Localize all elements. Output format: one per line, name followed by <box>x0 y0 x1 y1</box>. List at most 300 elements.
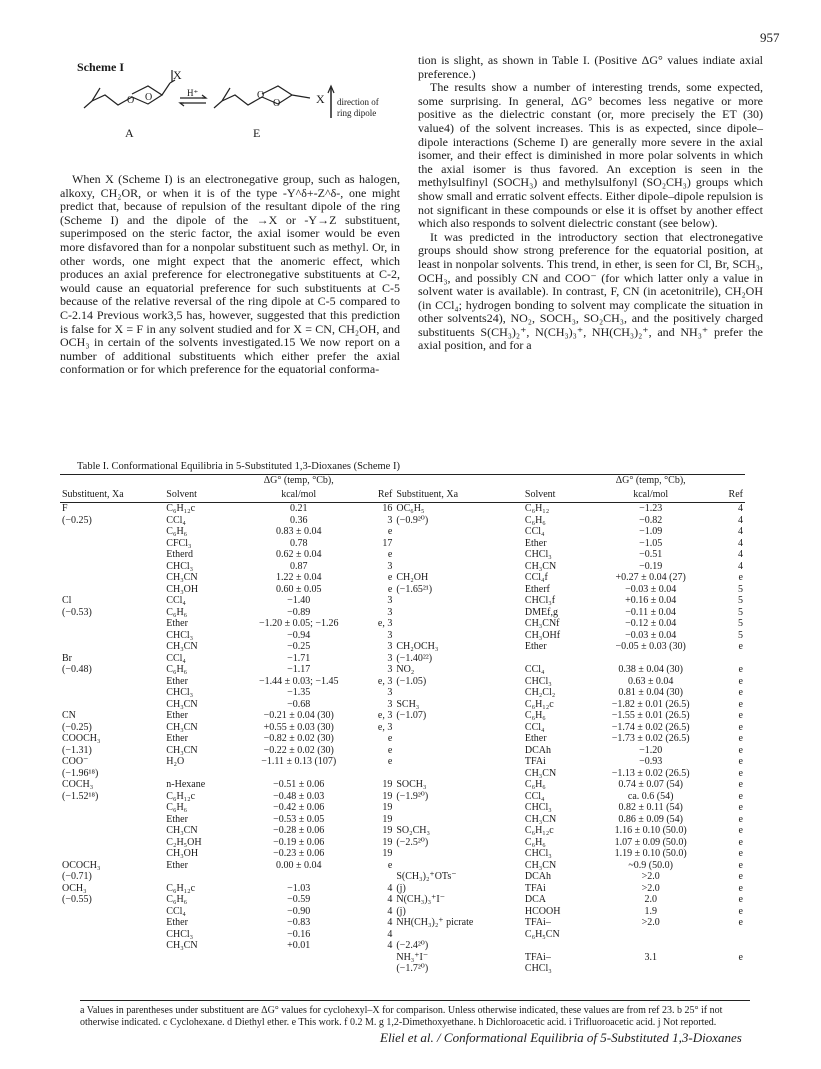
left-solvent-cell: CCl₄ <box>166 514 186 526</box>
left-ref-cell <box>365 952 394 964</box>
right-delta-g-cell: −1.23 <box>639 503 663 514</box>
right-delta-g-cell: >2.0 <box>641 871 660 882</box>
left-substituent-cell <box>60 940 164 952</box>
table-row <box>60 814 745 826</box>
left-delta-g-cell: 0.87 <box>289 560 308 572</box>
right-delta-g-cell: −1.55 ± 0.01 (26.5) <box>611 710 690 721</box>
left-ref-cell <box>365 768 394 780</box>
left-substituent-cell <box>60 630 164 642</box>
right-substituent-cell <box>394 595 523 607</box>
right-ref-cell: e <box>738 733 743 744</box>
header-ref-left: Ref <box>377 488 393 500</box>
right-ref-cell <box>716 940 745 952</box>
left-solvent-cell: C₆H₆ <box>166 606 188 618</box>
left-substituent-cell <box>60 952 164 964</box>
left-delta-g-cell <box>232 963 365 975</box>
right-substituent-cell: (−0.9²⁰) <box>396 514 429 526</box>
left-solvent-cell: CH₃CN <box>166 940 198 951</box>
left-delta-g-cell: −0.23 ± 0.06 <box>273 848 325 859</box>
right-ref-cell: e <box>738 675 743 687</box>
table-header-row-1 <box>60 475 745 489</box>
right-ref-cell: e <box>738 871 743 882</box>
left-solvent-cell <box>164 963 232 975</box>
right-ref-cell: 4 <box>738 560 743 572</box>
right-paragraph-1: tion is slight, as shown in Table I. (Positive ΔG° values indiate axial preference.) <box>418 53 763 81</box>
right-delta-g-cell: −0.19 <box>639 560 663 572</box>
left-substituent-cell <box>60 802 164 814</box>
right-solvent-cell: CHCl₃ <box>524 675 552 687</box>
left-solvent-cell: n-Hexane <box>166 779 206 790</box>
right-solvent-cell: CCl₄f <box>524 572 548 583</box>
right-ref-cell: 5 <box>738 606 743 618</box>
left-solvent-cell: Ether <box>166 618 188 629</box>
left-delta-g-cell: 1.22 ± 0.04 <box>275 572 322 583</box>
left-ref-cell: e <box>387 572 393 583</box>
left-delta-g-cell: 0.21 <box>289 503 308 514</box>
scheme-label-e: E <box>253 126 261 140</box>
right-delta-g-cell: 0.38 ± 0.04 (30) <box>618 664 684 675</box>
left-substituent-cell: (−0.71) <box>62 871 92 882</box>
header-solvent-right: Solvent <box>524 488 556 500</box>
left-substituent-cell <box>60 917 164 929</box>
footnote-text: a Values in parentheses under substituent are ΔG° values for cyclohexyl–X for comparison. Unless otherwise indicated, these values are from ref 23. b 25° if not otherwise indicated. c Cyclohexane. d Diethyl ether. e This work. f 0.2 M. g 1,2-Dimethoxyethane. h Dichloroacetic acid. i Trifluoroacetic acid. j Not reported. <box>80 1005 723 1028</box>
table-row <box>60 664 745 676</box>
right-solvent-cell <box>523 940 586 952</box>
left-solvent-cell: CH₃CN <box>166 825 198 836</box>
right-solvent-cell: Ether <box>524 733 547 744</box>
right-ref-cell: e <box>738 917 743 928</box>
right-substituent-cell: (j) <box>396 882 406 894</box>
right-solvent-cell: C₆H₁₂ <box>524 503 550 514</box>
header-substituent-left: Substituent, Xa <box>62 488 124 500</box>
left-delta-g-cell: 0.60 ± 0.05 <box>275 583 322 595</box>
right-solvent-cell: HCOOH <box>524 905 561 917</box>
right-solvent-cell: Ether <box>524 641 547 652</box>
left-delta-g-cell: 0.00 ± 0.04 <box>275 859 322 871</box>
right-solvent-cell: C₆H₆ <box>524 710 546 721</box>
left-ref-cell: e, 3 <box>377 618 393 629</box>
right-solvent-cell: Etherf <box>524 583 550 595</box>
ring-a-methyl-2 <box>84 101 92 108</box>
right-solvent-cell: C₆H₆ <box>524 836 546 848</box>
left-ref-cell: e <box>387 583 393 595</box>
table-row <box>60 653 745 665</box>
left-solvent-cell: CH₃CN <box>166 721 198 733</box>
table-row <box>60 607 745 619</box>
right-delta-g-cell: 0.63 ± 0.04 <box>627 675 674 687</box>
left-delta-g-cell: −1.03 <box>287 882 311 894</box>
left-delta-g-cell: −1.44 ± 0.03; −1.45 <box>258 675 339 687</box>
table-row <box>60 710 745 722</box>
right-delta-g-cell: 1.07 ± 0.09 (50.0) <box>614 836 687 848</box>
right-substituent-cell: NH(CH₃)₂⁺ picrate <box>396 917 474 928</box>
table-row <box>60 837 745 849</box>
left-ref-cell: e <box>387 744 393 756</box>
right-solvent-cell: C₆H₁₂c <box>524 698 554 710</box>
table-row <box>60 906 745 918</box>
right-substituent-cell: CH₂OCH₃ <box>396 641 439 652</box>
scheme-label-a: A <box>125 126 134 140</box>
right-solvent-cell: C₆H₆ <box>524 779 546 790</box>
left-solvent-cell: CCl₄ <box>166 652 186 664</box>
right-solvent-cell: CH₃CNf <box>524 618 560 629</box>
left-substituent-cell <box>60 618 164 630</box>
right-substituent-cell <box>394 745 523 757</box>
right-ref-cell: e <box>738 905 743 917</box>
table-row <box>60 768 745 780</box>
table-row <box>60 963 745 975</box>
right-solvent-cell: C₆H₁₂c <box>524 825 554 836</box>
left-delta-g-cell: −0.68 <box>287 698 311 710</box>
table-row <box>60 733 745 745</box>
right-delta-g-cell: 0.81 ± 0.04 (30) <box>618 687 684 698</box>
ring-a-oxygen-2: O <box>127 95 135 106</box>
right-solvent-cell: DCA <box>524 894 547 905</box>
right-substituent-cell: CH₂OH <box>396 572 429 583</box>
right-substituent-cell <box>394 618 523 630</box>
left-ref-cell: e, 3 <box>377 710 393 721</box>
right-substituent-cell: SCH₃ <box>396 698 420 710</box>
right-substituent-cell: (−1.05) <box>396 675 427 687</box>
right-solvent-cell: TFAi– <box>524 917 551 928</box>
scheme-arrow-note-1: direction of <box>337 97 379 107</box>
left-ref-cell: 4 <box>387 928 393 940</box>
left-substituent-cell: COCH₃ <box>62 779 94 790</box>
right-solvent-cell: CH₃CN <box>524 859 557 871</box>
left-ref-cell: e <box>387 859 393 871</box>
left-delta-g-cell: +0.01 <box>287 940 311 951</box>
left-substituent-cell <box>60 814 164 826</box>
left-substituent-cell <box>60 963 164 975</box>
right-ref-cell: e <box>738 721 743 733</box>
right-substituent-cell: (−2.5²⁰) <box>396 836 429 848</box>
table-row <box>60 929 745 941</box>
right-delta-g-cell: 1.9 <box>644 905 657 917</box>
right-ref-cell: e <box>738 687 743 698</box>
right-substituent-cell <box>394 538 523 550</box>
left-column <box>60 173 400 377</box>
left-delta-g-cell: −1.71 <box>287 652 311 664</box>
right-solvent-cell <box>523 653 586 665</box>
table-row <box>60 883 745 895</box>
left-ref-cell: 4 <box>387 917 393 928</box>
left-ref-cell: 19 <box>382 848 393 859</box>
left-solvent-cell: C₆H₁₂c <box>166 503 196 514</box>
right-delta-g-cell: −1.20 <box>639 744 663 756</box>
table-row <box>60 584 745 596</box>
table-row <box>60 572 745 584</box>
table-row <box>60 503 745 515</box>
right-solvent-cell: DMEf,g <box>524 606 558 618</box>
left-delta-g-cell: −0.89 <box>287 606 311 618</box>
left-delta-g-cell: 0.78 <box>289 537 308 549</box>
right-delta-g-cell: 2.0 <box>644 894 657 905</box>
right-delta-g-cell <box>586 963 716 975</box>
left-substituent-cell: F <box>62 503 68 514</box>
table-row <box>60 515 745 527</box>
eq-arrowhead-forward <box>202 95 206 98</box>
header-solvent-left: Solvent <box>166 488 197 500</box>
table-row <box>60 641 745 653</box>
right-ref-cell: 4 <box>738 503 743 514</box>
table-row <box>60 848 745 860</box>
table-row <box>60 561 745 573</box>
right-delta-g-cell: 0.74 ± 0.07 (54) <box>618 779 684 790</box>
right-delta-g-cell: −0.05 ± 0.03 (30) <box>615 641 686 652</box>
ring-e-oxygen-2: O <box>273 98 281 109</box>
left-ref-cell: 16 <box>382 503 393 514</box>
left-solvent-cell: C₆H₆ <box>166 526 188 537</box>
right-solvent-cell: CH₃OHf <box>524 629 561 641</box>
right-ref-cell: 5 <box>738 629 743 641</box>
right-delta-g-cell: 3.1 <box>644 951 657 963</box>
left-ref-cell: 19 <box>382 790 393 802</box>
left-substituent-cell: COO⁻ <box>62 756 89 767</box>
table-row <box>60 687 745 699</box>
left-delta-g-cell: −1.20 ± 0.05; −1.26 <box>258 618 339 629</box>
table-row <box>60 745 745 757</box>
left-solvent-cell: CH₃CN <box>166 698 198 710</box>
left-delta-g-cell: −0.28 ± 0.06 <box>273 825 325 836</box>
right-delta-g-cell: −1.73 ± 0.02 (26.5) <box>611 733 690 744</box>
right-delta-g-cell: −0.12 ± 0.04 <box>625 618 677 629</box>
left-ref-cell: 3 <box>387 595 393 606</box>
right-substituent-cell <box>394 607 523 619</box>
header-dg-left-2: kcal/mol <box>281 488 317 500</box>
left-solvent-cell: CFCl₃ <box>166 537 192 549</box>
left-ref-cell: 19 <box>382 779 393 790</box>
right-solvent-cell: Ether <box>524 537 547 549</box>
right-solvent-cell: CH₃CN <box>524 767 557 779</box>
right-delta-g-cell: −0.51 <box>639 549 663 560</box>
left-delta-g-cell <box>232 768 365 780</box>
right-substituent-cell: N(CH₃)₃⁺I⁻ <box>396 894 445 905</box>
left-ref-cell: e, 3 <box>377 721 393 733</box>
left-ref-cell: 4 <box>387 882 393 894</box>
left-ref-cell: e, 3 <box>377 675 393 687</box>
right-substituent-cell <box>394 929 523 941</box>
right-ref-cell: 4 <box>738 526 743 537</box>
right-ref-cell: e <box>738 779 743 790</box>
table-row <box>60 699 745 711</box>
left-substituent-cell <box>60 641 164 653</box>
right-ref-cell: e <box>738 790 743 802</box>
right-ref-cell: e <box>738 572 743 583</box>
right-delta-g-cell: 1.19 ± 0.10 (50.0) <box>614 848 687 859</box>
right-ref-cell: e <box>738 710 743 721</box>
right-solvent-cell: C₆H₅CN <box>524 928 560 940</box>
right-delta-g-cell: −0.03 ± 0.04 <box>625 583 677 595</box>
right-ref-cell: e <box>738 882 743 894</box>
right-substituent-cell <box>394 860 523 872</box>
right-substituent-cell: (−1.9²⁰) <box>396 790 429 802</box>
right-substituent-cell <box>394 630 523 642</box>
right-delta-g-cell: −0.03 ± 0.04 <box>625 629 677 641</box>
ring-e-x-bond <box>292 95 310 98</box>
left-solvent-cell: Ether <box>166 675 188 687</box>
table-row <box>60 618 745 630</box>
left-delta-g-cell: −0.90 <box>287 905 311 917</box>
right-ref-cell: e <box>738 744 743 756</box>
right-delta-g-cell: 0.86 ± 0.09 (54) <box>618 813 684 825</box>
right-substituent-cell: (−1.07) <box>396 710 427 721</box>
left-substituent-cell: (−0.55) <box>62 894 92 905</box>
table-row <box>60 825 745 837</box>
left-substituent-cell <box>60 848 164 860</box>
right-delta-g-cell: −0.82 <box>639 514 663 526</box>
right-solvent-cell: CCl₄ <box>524 790 545 802</box>
left-delta-g-cell: −0.19 ± 0.06 <box>273 836 325 848</box>
right-substituent-cell: NO₂ <box>396 664 415 675</box>
left-ref-cell: 3 <box>387 687 393 698</box>
left-solvent-cell: Ether <box>166 710 188 721</box>
left-delta-g-cell: −1.35 <box>287 687 311 698</box>
header-dg-left-1: ΔG° (temp, °Cb), <box>263 475 334 486</box>
table-row <box>60 595 745 607</box>
left-delta-g-cell: −0.51 ± 0.06 <box>273 779 325 790</box>
left-delta-g-cell: 0.83 ± 0.04 <box>275 526 322 537</box>
right-substituent-cell <box>394 561 523 573</box>
left-delta-g-cell: −0.42 ± 0.06 <box>273 802 325 813</box>
ring-a-c5-bond <box>162 83 170 95</box>
right-delta-g-cell: 0.82 ± 0.11 (54) <box>618 802 683 813</box>
table-row <box>60 538 745 550</box>
right-solvent-cell: DCAh <box>524 744 552 756</box>
left-substituent-cell: Cl <box>62 595 72 606</box>
left-substituent-cell: (−0.25) <box>62 514 92 526</box>
left-solvent-cell: Ether <box>166 917 188 928</box>
left-ref-cell: 4 <box>387 940 393 951</box>
left-delta-g-cell: −0.48 ± 0.03 <box>273 790 325 802</box>
left-substituent-cell <box>60 837 164 849</box>
scheme-label: Scheme I <box>77 60 124 74</box>
right-substituent-cell <box>394 848 523 860</box>
left-substituent-cell: OCH₃ <box>62 882 87 894</box>
left-solvent-cell: Ether <box>166 859 188 871</box>
left-substituent-cell: COOCH₃ <box>62 733 101 744</box>
left-solvent-cell: CH₃OH <box>166 583 199 595</box>
left-substituent-cell: (−1.31) <box>62 744 92 756</box>
left-ref-cell: 3 <box>387 698 393 710</box>
table-caption: Table I. Conformational Equilibria in 5-Substituted 1,3-Dioxanes (Scheme I) <box>77 461 400 472</box>
left-delta-g-cell: 0.62 ± 0.04 <box>275 549 322 560</box>
right-solvent-cell: TFAi <box>524 756 546 767</box>
left-ref-cell: 19 <box>382 825 393 836</box>
right-solvent-cell: CCl₄ <box>524 526 545 537</box>
left-substituent-cell: OCOCH₃ <box>62 859 101 871</box>
right-ref-cell <box>716 653 745 665</box>
left-solvent-cell <box>164 871 232 883</box>
right-ref-cell: e <box>738 848 743 859</box>
left-ref-cell: 3 <box>387 606 393 618</box>
right-delta-g-cell: >2.0 <box>641 882 660 894</box>
right-delta-g-cell: 1.16 ± 0.10 (50.0) <box>614 825 687 836</box>
table-footnotes <box>80 1000 750 1029</box>
header-substituent-right: Substituent, Xa <box>396 488 459 500</box>
table-row <box>60 630 745 642</box>
left-solvent-cell: CCl₄ <box>166 595 186 606</box>
left-solvent-cell: C₆H₆ <box>166 664 188 675</box>
left-substituent-cell: CN <box>62 710 76 721</box>
table-row <box>60 549 745 561</box>
left-ref-cell <box>365 871 394 883</box>
left-ref-cell: 4 <box>387 905 393 917</box>
left-ref-cell: 3 <box>387 560 393 572</box>
right-solvent-cell: CCl₄ <box>524 664 545 675</box>
table-row <box>60 894 745 906</box>
right-delta-g-cell: −0.11 ± 0.04 <box>625 606 677 618</box>
left-substituent-cell: (−1.96¹⁸) <box>62 767 99 779</box>
left-solvent-cell: Ether <box>166 733 188 744</box>
right-delta-g-cell: −1.13 ± 0.02 (26.5) <box>611 767 690 779</box>
left-ref-cell: 3 <box>387 664 393 675</box>
right-substituent-cell <box>394 814 523 826</box>
left-delta-g-cell: −1.11 ± 0.13 (107) <box>261 756 337 767</box>
right-delta-g-cell: >2.0 <box>641 917 660 928</box>
left-ref-cell: 19 <box>382 813 393 825</box>
table-row <box>60 791 745 803</box>
right-solvent-cell: CH₃CN <box>524 813 557 825</box>
left-ref-cell: 3 <box>387 514 393 526</box>
left-ref-cell: e <box>387 733 393 744</box>
right-ref-cell: e <box>738 641 743 652</box>
table-row <box>60 802 745 814</box>
right-solvent-cell: TFAi– <box>524 951 551 963</box>
left-ref-cell: 17 <box>382 537 393 549</box>
left-ref-cell: e <box>387 526 393 537</box>
right-delta-g-cell <box>586 653 716 665</box>
right-delta-g-cell: −1.82 ± 0.01 (26.5) <box>611 698 690 710</box>
right-ref-cell: e <box>738 767 743 779</box>
left-substituent-cell <box>60 825 164 837</box>
left-ref-cell: 4 <box>387 894 393 905</box>
right-delta-g-cell <box>586 929 716 941</box>
table-row <box>60 940 745 952</box>
table-row <box>60 860 745 872</box>
left-solvent-cell: C₆H₁₂c <box>166 882 196 894</box>
left-solvent-cell: Etherd <box>166 549 193 560</box>
right-ref-cell: e <box>738 859 743 871</box>
right-delta-g-cell: ~0.9 (50.0) <box>628 859 673 871</box>
left-delta-g-cell: 0.36 <box>289 514 308 526</box>
left-solvent-cell: CHCl₃ <box>166 928 194 940</box>
table-row <box>60 756 745 768</box>
right-substituent-cell <box>394 802 523 814</box>
left-solvent-cell: C₆H₆ <box>166 894 188 905</box>
right-substituent-cell <box>394 722 523 734</box>
right-ref-cell: e <box>738 951 743 963</box>
right-ref-cell: 4 <box>738 514 743 526</box>
left-solvent-cell: CCl₄ <box>166 905 186 917</box>
right-solvent-cell: TFAi <box>524 882 546 894</box>
right-delta-g-cell: −0.93 <box>639 756 663 767</box>
right-substituent-cell <box>394 756 523 768</box>
right-ref-cell: e <box>738 825 743 836</box>
right-delta-g-cell <box>586 940 716 952</box>
ring-a-oxygen-1: O <box>145 92 153 103</box>
left-ref-cell: e <box>387 549 393 560</box>
right-delta-g-cell: +0.16 ± 0.04 <box>625 595 677 606</box>
right-ref-cell: 5 <box>738 618 743 629</box>
right-ref-cell: e <box>738 802 743 813</box>
left-solvent-cell <box>164 768 232 780</box>
right-substituent-cell <box>394 687 523 699</box>
left-solvent-cell: CHCl₃ <box>166 687 194 698</box>
left-ref-cell <box>365 963 394 975</box>
scheme-arrow-note-2: ring dipole <box>337 108 377 118</box>
right-ref-cell <box>716 929 745 941</box>
table-row <box>60 722 745 734</box>
